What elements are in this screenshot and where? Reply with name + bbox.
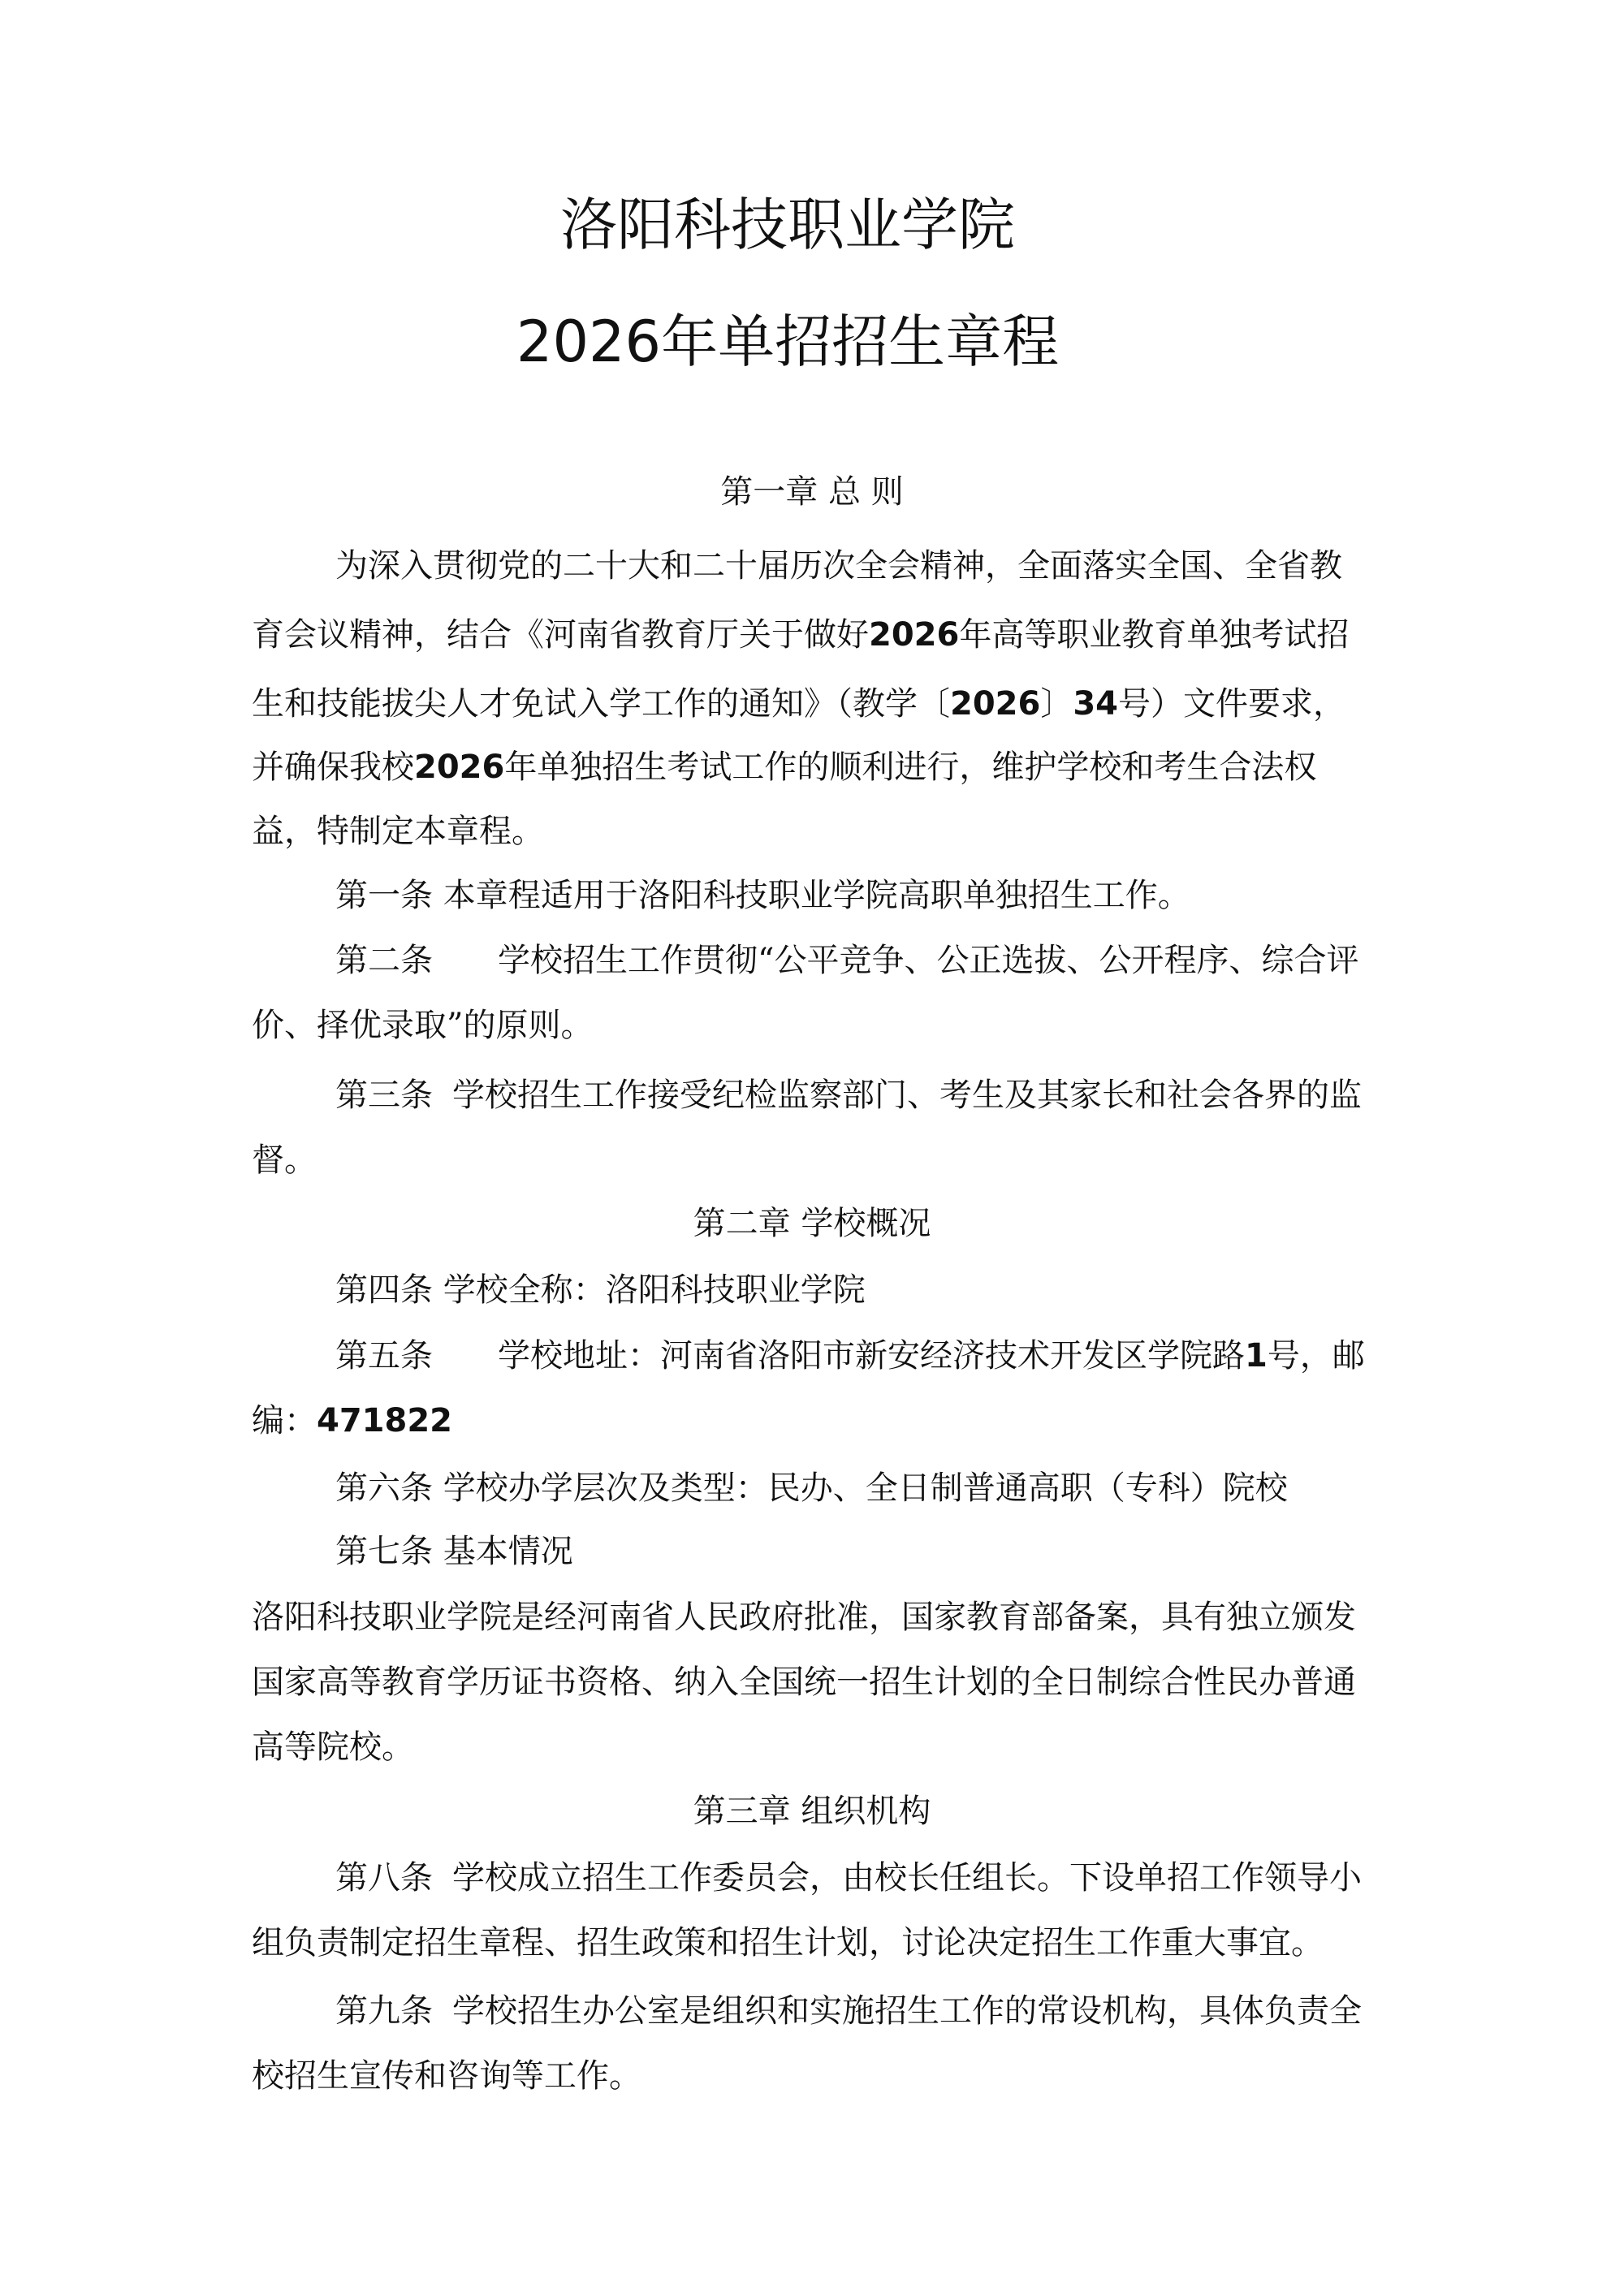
preamble-line4: 并确保我校2026年单独招生考试工作的顺利进行，维护学校和考生合法权 <box>252 749 1317 786</box>
preamble-line3: 生和技能拔尖人才免试入学工作的通知》（教学〔2026〕34号）文件要求， <box>252 685 1345 723</box>
chapter2-heading: 第二章 学校概况 <box>693 1205 931 1242</box>
article-8-line2: 组负责制定招生章程、招生政策和招生计划，讨论决定招生工作重大事宜。 <box>252 1924 1324 1962</box>
article-9-line2: 校招生宣传和咨询等工作。 <box>252 2057 641 2095</box>
article-9-label: 第九条 <box>335 1992 433 2030</box>
document-title-line1: 洛阳科技职业学院 <box>560 192 1015 258</box>
article-3-line1: 第三条 学校招生工作接受纪检监察部门、考生及其家长和社会各界的监 <box>335 1077 1362 1114</box>
article-8-label: 第八条 <box>335 1859 433 1897</box>
article-7: 第七条 基本情况 <box>335 1533 573 1570</box>
preamble-line2: 育会议精神，结合《河南省教育厅关于做好2026年高等职业教育单独考试招 <box>252 616 1350 654</box>
article-7-body-line1: 洛阳科技职业学院是经河南省人民政府批准，国家教育部备案，具有独立颁发 <box>252 1599 1356 1636</box>
article-9-line1: 第九条 学校招生办公室是组织和实施招生工作的常设机构，具体负责全 <box>335 1992 1362 2030</box>
article-7-body-line2: 国家高等教育学历证书资格、纳入全国统一招生计划的全日制综合性民办普通 <box>252 1664 1356 1701</box>
article-4: 第四条 学校全称：洛阳科技职业学院 <box>335 1271 866 1309</box>
article-2-line1: 第二条 学校招生工作贯彻“公平竞争、公正选拔、公开程序、综合评 <box>335 942 1359 979</box>
article-2-label: 第二条 <box>335 942 433 979</box>
chapter3-heading: 第三章 组织机构 <box>693 1793 931 1830</box>
preamble-line5: 益，特制定本章程。 <box>252 813 544 850</box>
preamble-line1: 为深入贯彻党的二十大和二十届历次全会精神，全面落实全国、全省教 <box>335 547 1342 585</box>
article-5-label: 第五条 <box>335 1337 433 1375</box>
article-5-line1: 第五条 学校地址：河南省洛阳市新安经济技术开发区学院路1号，邮 <box>335 1337 1365 1375</box>
article-2-line2: 价、择优录取”的原则。 <box>252 1007 594 1044</box>
document-title-line2: 2026年单招招生章程 <box>516 309 1060 375</box>
article-3-line2: 督。 <box>252 1142 317 1179</box>
chapter1-heading: 第一章 总 则 <box>720 473 904 511</box>
article-1: 第一条 本章程适用于洛阳科技职业学院高职单独招生工作。 <box>335 877 1190 914</box>
article-3-label: 第三条 <box>335 1077 433 1114</box>
article-6: 第六条 学校办学层次及类型：民办、全日制普通高职（专科）院校 <box>335 1470 1288 1507</box>
article-7-body-line3: 高等院校。 <box>252 1728 414 1766</box>
article-5-line2: 编：471822 <box>252 1402 452 1439</box>
article-8-line1: 第八条 学校成立招生工作委员会，由校长任组长。下设单招工作领导小 <box>335 1859 1362 1897</box>
